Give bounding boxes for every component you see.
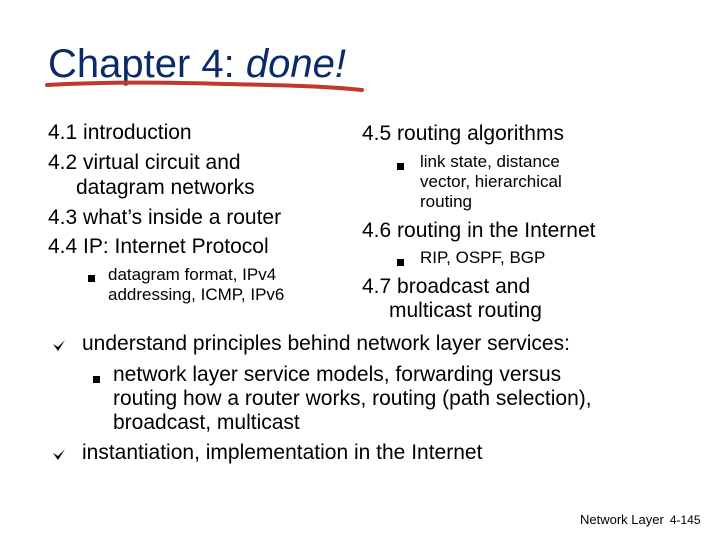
topic-4-3: 4.3 what’s inside a router	[48, 206, 282, 229]
topic-4-7: 4.7 broadcast and	[362, 275, 531, 298]
ip-subtopics-line-1: datagram format, IPv4	[108, 265, 277, 284]
goal-principles: understand principles behind network layer services:	[82, 332, 570, 355]
principles-detail-line-2: routing how a router works, routing (path selection),	[113, 387, 592, 410]
page-number: 4-145	[669, 513, 701, 527]
routing-algorithms-line-3: routing	[420, 192, 472, 211]
routing-algorithms-line-1: link state, distance	[420, 152, 560, 171]
title-emphasis: done!	[245, 42, 347, 86]
routing-algorithms-line-2: vector, hierarchical	[420, 172, 562, 191]
slide-footer	[580, 512, 701, 528]
topic-4-1: 4.1 introduction	[48, 121, 192, 144]
ip-subtopics-line-2: addressing, ICMP, IPv6	[108, 285, 285, 304]
topic-4-6: 4.6 routing in the Internet	[362, 219, 596, 242]
topic-4-4: 4.4 IP: Internet Protocol	[48, 235, 269, 258]
topic-4-2: 4.2 virtual circuit and	[48, 151, 241, 174]
square-bullet-icon	[397, 157, 404, 175]
title-main: Chapter 4:	[48, 42, 235, 86]
goal-implementation: instantiation, implementation in the Internet	[82, 441, 483, 464]
checkmark-bullet-icon	[52, 339, 66, 353]
checkmark-bullet-icon	[52, 448, 66, 462]
principles-detail-line-1: network layer service models, forwarding versus	[113, 363, 562, 386]
square-bullet-icon	[88, 269, 95, 287]
square-bullet-icon	[397, 253, 404, 271]
footer-label: Network Layer	[580, 512, 664, 527]
internet-routing-protocols: RIP, OSPF, BGP	[420, 248, 546, 267]
square-bullet-icon	[93, 370, 100, 388]
topic-4-5: 4.5 routing algorithms	[362, 122, 564, 145]
principles-detail-line-3: broadcast, multicast	[113, 411, 300, 434]
title-underline-stroke	[44, 78, 374, 94]
topic-4-7-continued: multicast routing	[389, 299, 542, 322]
topic-4-2-continued: datagram networks	[76, 176, 255, 199]
